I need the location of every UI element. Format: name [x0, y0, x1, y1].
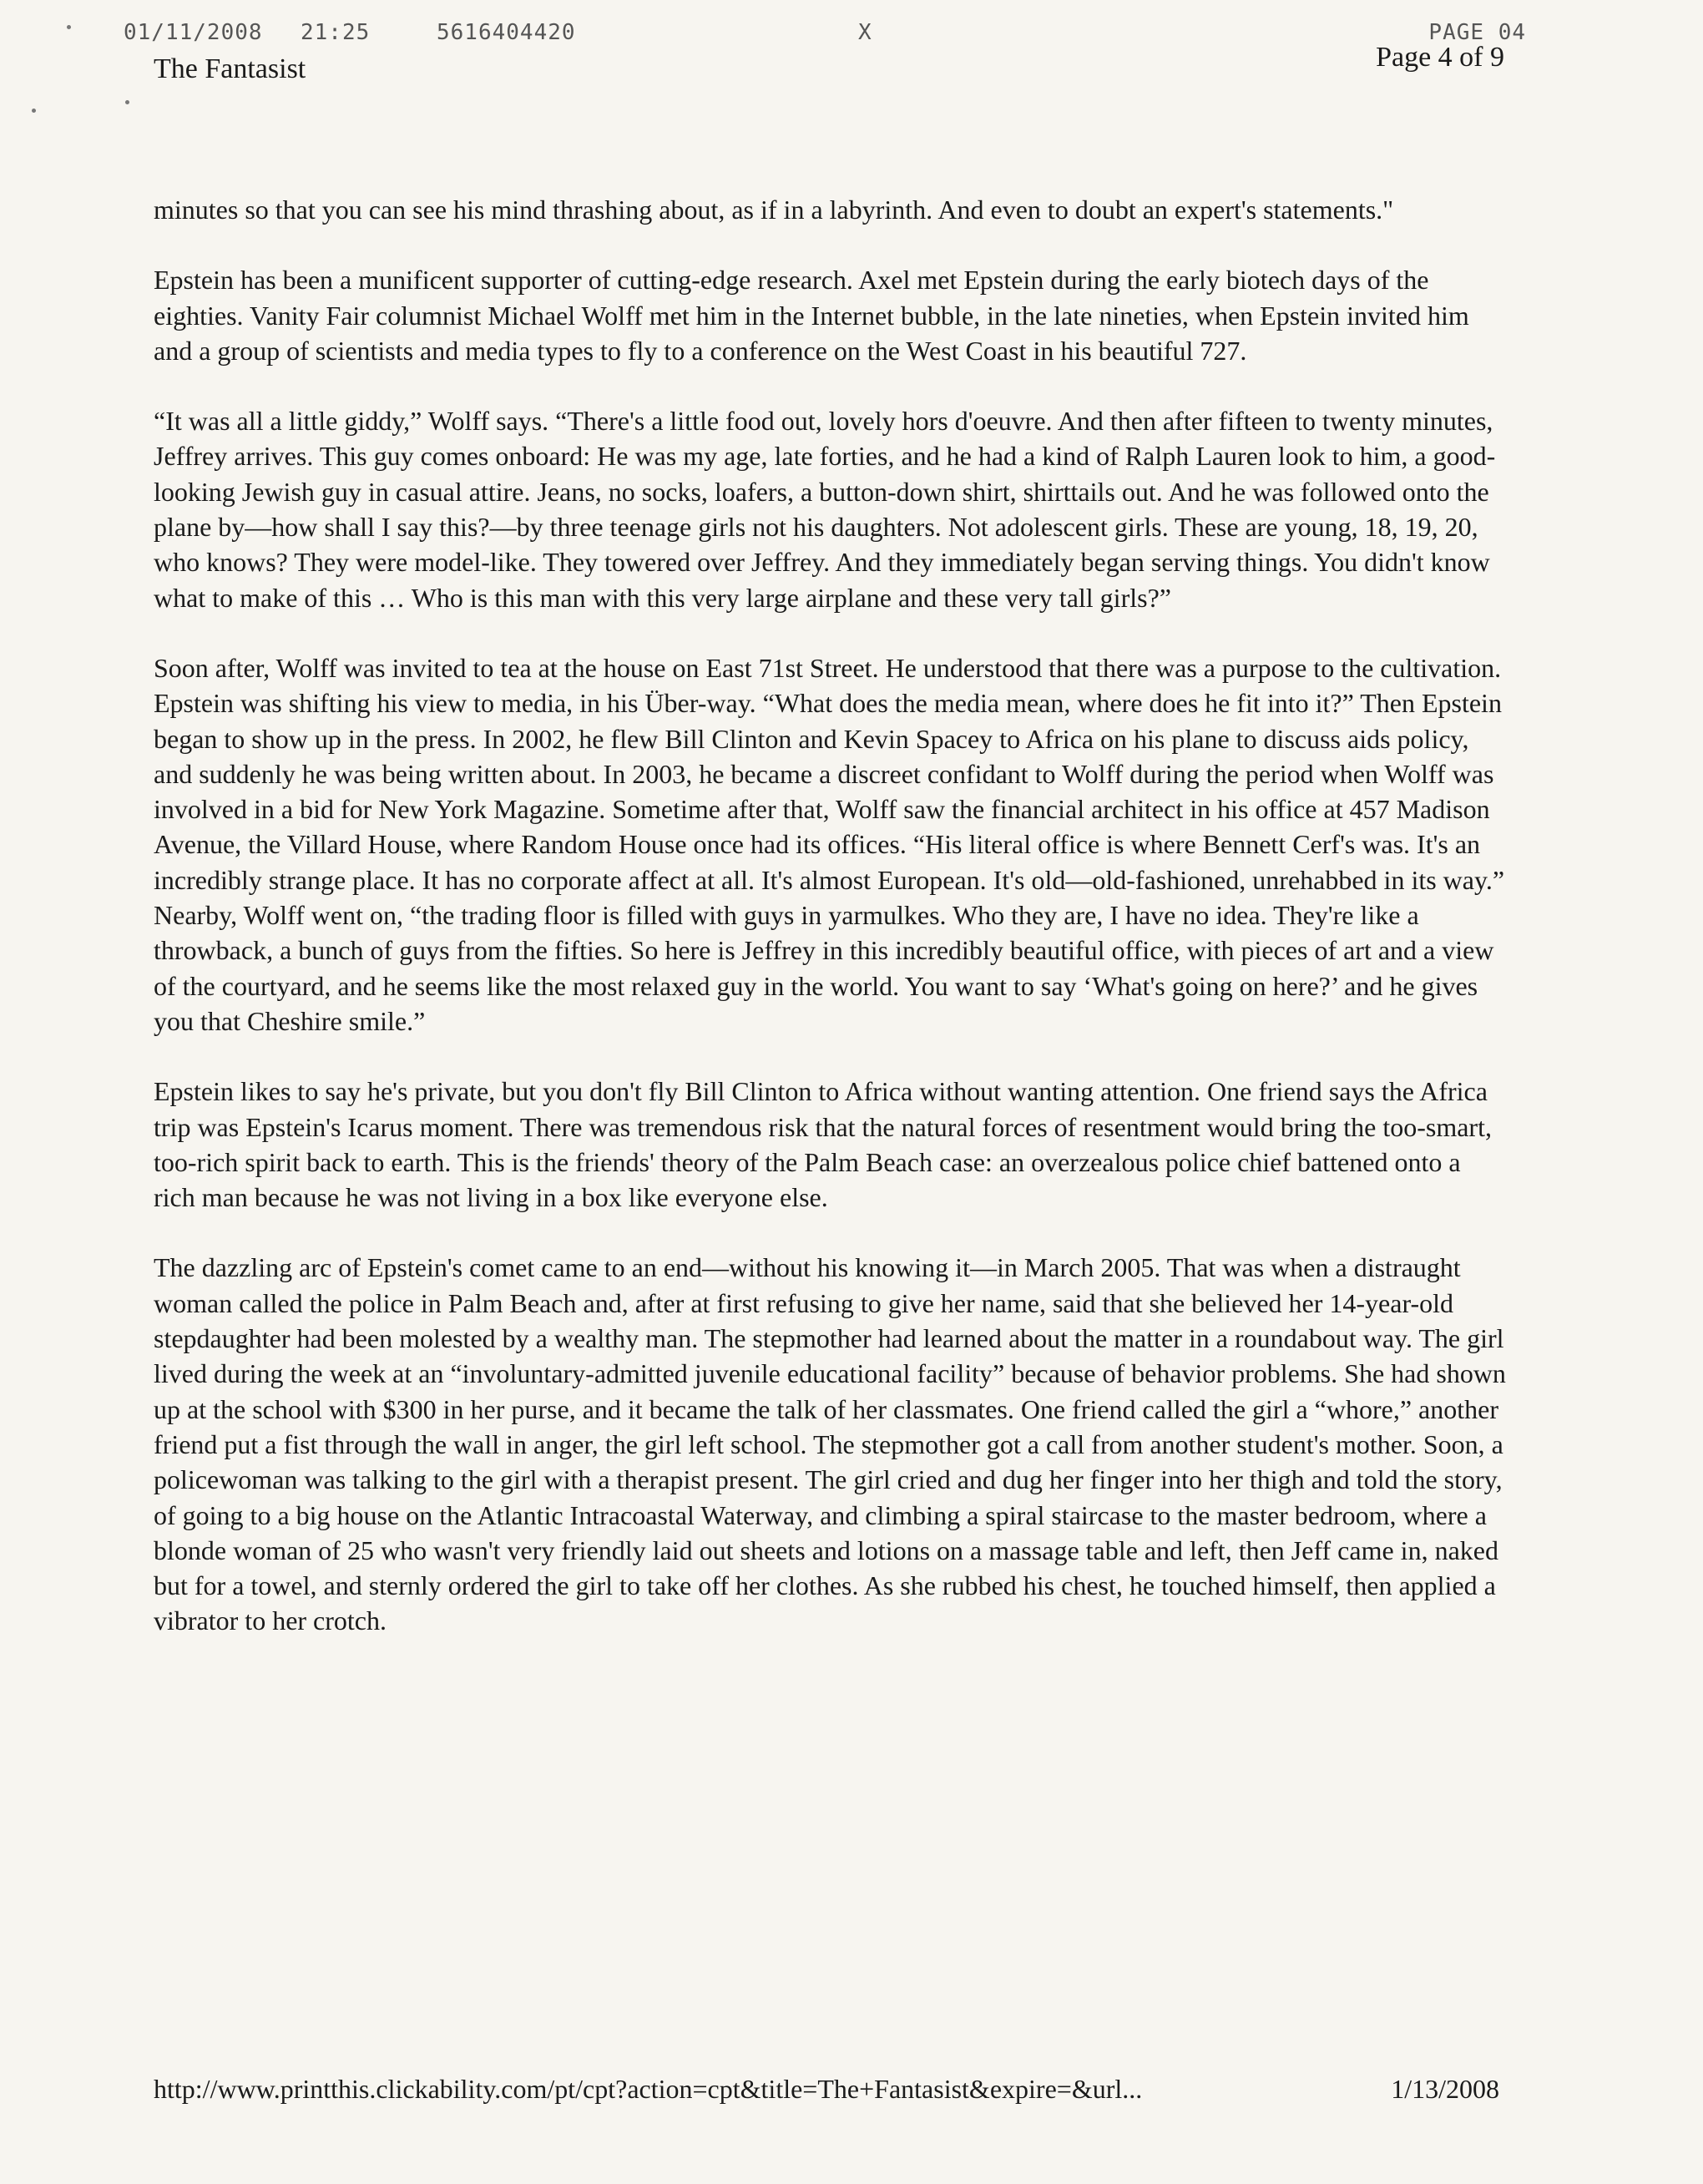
page-title: The Fantasist [154, 53, 306, 84]
page-indicator: Page 4 of 9 [1376, 42, 1504, 73]
footer-date: 1/13/2008 [1391, 2074, 1499, 2104]
footer-url: http://www.printthis.clickability.com/pt/cpt?action=cpt&title=The+Fantasist&expire=&url... [154, 2074, 1143, 2104]
paragraph: Epstein has been a munificent supporter of cutting-edge research. Axel met Epstein during the early biotech days of the eighties. Vanity Fair columnist Michael Wolff met him in the Internet bubble, in the late nineties, when Epstein invited him and a group of scientists and media types to fly to a conference on the West Coast in his beautiful 727. [154, 265, 1469, 366]
paragraph: Epstein likes to say he's private, but you don't fly Bill Clinton to Africa without wanting attention. One friend says the Africa trip was Epstein's Icarus moment. There was tremendous risk that the natural forces of resentment would bring the too-smart, too-rich spirit back to earth. This is the friends' theory of the Palm Beach case: an overzealous police chief battened onto a rich man because he was not living in a box like everyone else. [154, 1076, 1492, 1213]
fax-time: 21:25 [301, 20, 371, 45]
paragraph: minutes so that you can see his mind thrashing about, as if in a labyrinth. And even to doubt an expert's statements." [154, 195, 1394, 225]
paragraph: The dazzling arc of Epstein's comet came to an end—without his knowing it—in March 2005. That was when a distraught woman called the police in Palm Beach and, after at first refusing to give her name, said that she believed her 14-year-old stepdaughter had been molested by a wealthy man. The stepmother had learned about the matter in a roundabout way. The girl lived during the week at an “involuntary-admitted juvenile educational facility” because of behavior problems. She had shown up at the school with $300 in her purse, and it became the talk of her classmates. One friend called the girl a “whore,” another friend put a fist through the wall in anger, the girl left school. The stepmother got a call from another student's mother. Soon, a policewoman was talking to the girl with a therapist present. The girl cried and dug her finger into her thigh and told the story, of going to a big house on the Atlantic Intracoastal Waterway, and climbing a spiral staircase to the master bedroom, where a blonde woman of 25 who wasn't very friendly laid out sheets and lotions on a massage table and left, then Jeff came in, naked but for a towel, and sternly ordered the girl to take off her clothes. As she rubbed his chest, he touched himself, then applied a vibrator to her crotch. [154, 1252, 1506, 1636]
article-body [154, 192, 1506, 1674]
scan-speck [125, 100, 129, 104]
fax-page-number: PAGE 04 [1428, 20, 1526, 45]
fax-mark: X [858, 20, 872, 45]
page-footer [154, 2074, 1499, 2111]
fax-number: 5616404420 [437, 20, 576, 45]
scan-speck [67, 25, 71, 29]
paragraph: “It was all a little giddy,” Wolff says. “There's a little food out, lovely hors d'oeuvre. And then after fifteen to twenty minutes, Jeffrey arrives. This guy comes onboard: He was my age, late forties, and he had a kind of Ralph Lauren look to him, a good-looking Jewish guy in casual attire. Jeans, no socks, loafers, a button-down shirt, shirttails out. And he was followed onto the plane by—how shall I say this?—by three teenage girls not his daughters. Not adolescent girls. These are young, 18, 19, 20, who knows? They were model-like. They towered over Jeffrey. And they immediately began serving things. You didn't know what to make of this … Who is this man with this very large airplane and these very tall girls?” [154, 406, 1496, 613]
fax-date: 01/11/2008 [124, 20, 263, 45]
scan-speck [32, 109, 36, 113]
paragraph: Soon after, Wolff was invited to tea at the house on East 71st Street. He understood that there was a purpose to the cultivation. Epstein was shifting his view to media, in his Über-way. “What does the media mean, where does he fit into it?” Then Epstein began to show up in the press. In 2002, he flew Bill Clinton and Kevin Spacey to Africa on his plane to discuss aids policy, and suddenly he was being written about. In 2003, he became a discreet confidant to Wolff during the period when Wolff was involved in a bid for New York Magazine. Sometime after that, Wolff saw the financial architect in his office at 457 Madison Avenue, the Villard House, where Random House once had its offices. “His literal office is where Bennett Cerf's was. It's an incredibly strange place. It has no corporate affect at all. It's almost European. It's old—old-fashioned, unrehabbed in its way.” Nearby, Wolff went on, “the trading floor is filled with guys in yarmulkes. Who they are, I have no idea. They're like a throwback, a bunch of guys from the fifties. So here is Jeffrey in this incredibly beautiful office, with pieces of art and a view of the courtyard, and he seems like the most relaxed guy in the world. You want to say ‘What's going on here?’ and he gives you that Cheshire smile.” [154, 652, 1505, 1036]
fax-header [124, 20, 1526, 53]
